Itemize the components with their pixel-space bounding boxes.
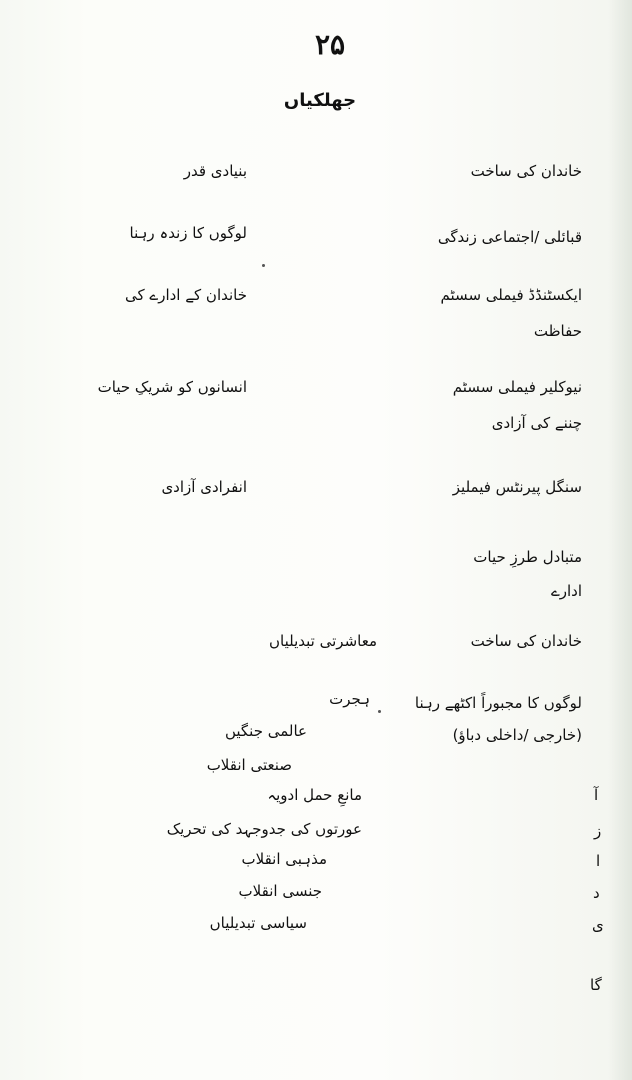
cause-item: ہجرت bbox=[329, 690, 370, 708]
cause-item: سیاسی تبدیلیاں bbox=[209, 914, 307, 932]
row-2-left: لوگوں کا زندہ رہنا bbox=[129, 224, 247, 242]
page-heading: جھلکیاں bbox=[283, 90, 357, 111]
row-1-right: خاندان کی ساخت bbox=[470, 162, 582, 180]
cause-item: صنعتی انقلاب bbox=[206, 756, 292, 774]
cause-item: عالمی جنگیں bbox=[224, 722, 307, 740]
side-letter: ا bbox=[596, 852, 601, 870]
side-letter: ز bbox=[594, 822, 602, 840]
cause-item: مذہبی انقلاب bbox=[241, 850, 327, 868]
section-3-right-line-2: (خارجی /داخلی دباؤ) bbox=[452, 726, 582, 744]
row-3-left-continuation: حفاظت bbox=[533, 322, 582, 340]
section-2-left: معاشرتی تبدیلیاں bbox=[269, 632, 377, 650]
row-4-left-continuation: چننے کی آزادی bbox=[491, 414, 582, 432]
row-4-left: انسانوں کو شریکِ حیات bbox=[97, 378, 247, 396]
side-letter: ی bbox=[592, 916, 604, 934]
row-6-right-continuation: ادارے bbox=[550, 582, 582, 600]
row-5-right: سنگل پیرنٹس فیملیز bbox=[452, 478, 582, 496]
row-5-left: انفرادی آزادی bbox=[161, 478, 247, 496]
cause-item: مانعِ حمل ادویہ bbox=[267, 786, 362, 804]
page-spine-shadow bbox=[608, 0, 632, 1080]
row-3-right: ایکسٹنڈڈ فیملی سسٹم bbox=[440, 286, 582, 304]
row-3-left: خاندان کے ادارے کی bbox=[125, 286, 247, 304]
row-4-right: نیوکلیر فیملی سسٹم bbox=[452, 378, 582, 396]
side-letter: گا bbox=[590, 976, 602, 994]
row-2-right: قبائلی /اجتماعی زندگی bbox=[437, 228, 582, 246]
ink-dot bbox=[262, 264, 265, 267]
cause-item: جنسی انقلاب bbox=[238, 882, 322, 900]
section-2-right: خاندان کی ساخت bbox=[470, 632, 582, 650]
row-1-left: بنیادی قدر bbox=[183, 162, 247, 180]
page-number: ۲۵ bbox=[314, 28, 346, 61]
cause-item: عورتوں کی جدوجہد کی تحریک bbox=[166, 820, 362, 838]
side-letter: آ bbox=[594, 786, 599, 804]
ink-dot-2 bbox=[378, 710, 381, 713]
row-6-right: متبادل طرزِ حیات bbox=[473, 548, 582, 566]
section-3-right-line-1: لوگوں کا مجبوراً اکٹھے رہنا bbox=[414, 694, 582, 712]
side-letter: د bbox=[593, 884, 600, 902]
